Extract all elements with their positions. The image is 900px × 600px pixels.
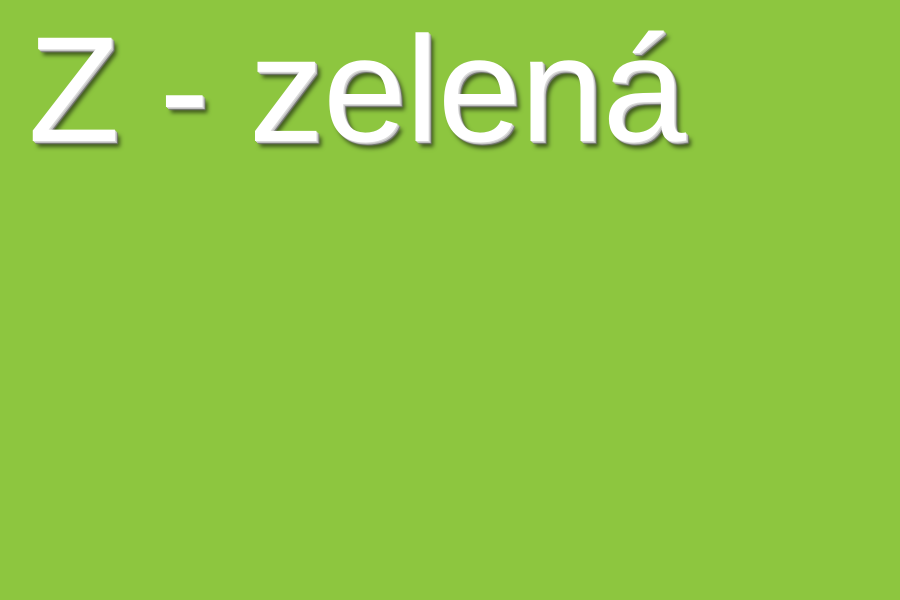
slide-title: Z - zelená: [28, 5, 685, 173]
